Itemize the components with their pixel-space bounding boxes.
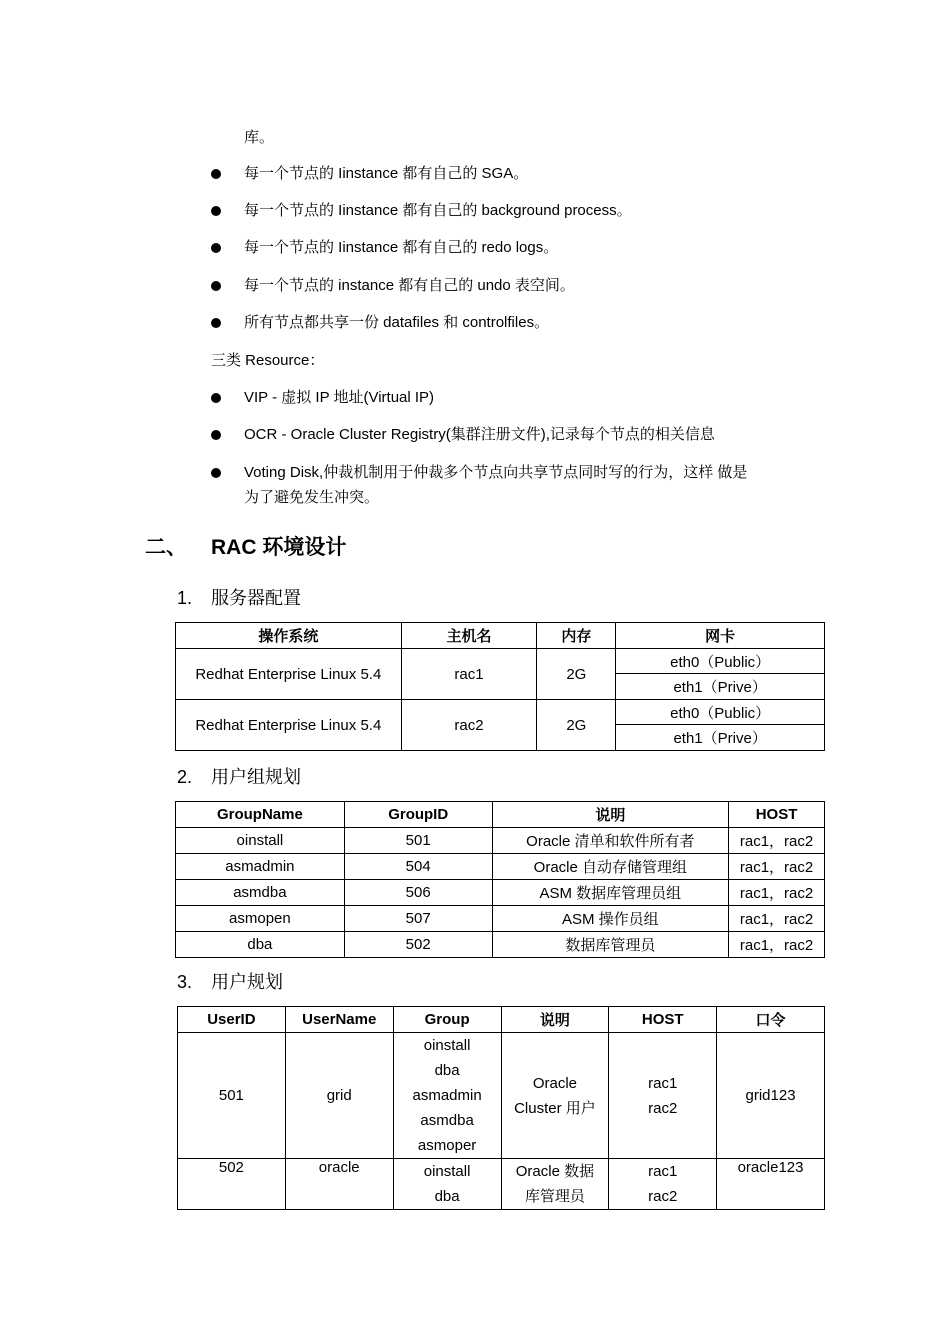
table-header-row — [176, 623, 825, 649]
os-cell: Redhat Enterprise Linux 5.4 — [176, 700, 402, 751]
description-line: 库管理员 — [524, 1188, 585, 1205]
table-row — [176, 828, 825, 854]
table-header-row — [178, 1007, 825, 1033]
table-row — [176, 932, 825, 958]
header-cell: 内存 — [537, 623, 616, 649]
table-cell: rac1，rac2 — [729, 828, 825, 854]
table-row — [176, 700, 825, 725]
bullet-text: 所有节点都共享一份 datafiles 和 controlfiles。 — [244, 314, 550, 331]
group-item: dba — [434, 1188, 460, 1205]
table-row — [178, 1033, 825, 1159]
bullet-text: 每一个节点的 Iinstance 都有自己的 SGA。 — [244, 165, 529, 182]
table-cell: oinstall — [176, 828, 345, 854]
subsection-title: 用户组规划 — [211, 767, 301, 787]
password-cell: oracle123 — [717, 1159, 825, 1210]
group-item: oinstall — [423, 1163, 471, 1180]
header-cell: GroupName — [176, 802, 345, 828]
hostname-cell: rac1 — [401, 649, 537, 700]
section-title: RAC 环境设计 — [211, 536, 347, 559]
nic-cell: eth0（Public） — [616, 700, 825, 725]
continued-text: 库。 — [244, 129, 275, 146]
description-cell — [501, 1159, 609, 1210]
header-cell: 说明 — [501, 1007, 609, 1033]
bullet-icon — [211, 393, 221, 403]
group-item: dba — [434, 1062, 460, 1079]
subsection-title: 用户规划 — [211, 972, 283, 992]
group-item: oinstall — [423, 1037, 471, 1054]
os-cell: Redhat Enterprise Linux 5.4 — [176, 649, 402, 700]
resource-heading: 三类 Resource： — [211, 352, 325, 369]
header-cell: UserName — [285, 1007, 393, 1033]
nic-cell: eth0（Public） — [616, 649, 825, 674]
bullet-icon — [211, 468, 221, 478]
section-number: 二、 — [145, 536, 187, 559]
user-table — [177, 1006, 825, 1210]
header-cell: 说明 — [492, 802, 729, 828]
table-cell: ASM 数据库管理员组 — [492, 880, 729, 906]
header-cell: HOST — [729, 802, 825, 828]
nic-cell: eth1（Prive） — [616, 674, 825, 700]
bullet-icon — [211, 169, 221, 179]
bullet-icon — [211, 430, 221, 440]
host-item: rac1 — [648, 1074, 678, 1092]
description-cell — [501, 1033, 609, 1159]
table-row — [176, 854, 825, 880]
group-item: asmoper — [417, 1137, 477, 1154]
table-cell: Oracle 自动存储管理组 — [492, 854, 729, 880]
group-table — [175, 801, 825, 958]
table-cell: 507 — [344, 906, 492, 932]
hostname-cell: rac2 — [401, 700, 537, 751]
description-line: Cluster 用户 — [514, 1099, 596, 1117]
nic-cell: eth1（Prive） — [616, 725, 825, 751]
header-cell: 口令 — [717, 1007, 825, 1033]
bullet-text: Voting Disk,仲裁机制用于仲裁多个节点向共享节点同时写的行为，这样 做是 — [244, 464, 748, 481]
table-cell: rac1，rac2 — [729, 906, 825, 932]
bullet-icon — [211, 243, 221, 253]
host-item: rac2 — [648, 1188, 678, 1205]
host-cell — [609, 1033, 717, 1159]
host-cell — [609, 1159, 717, 1210]
table-cell: 501 — [344, 828, 492, 854]
header-cell: 主机名 — [401, 623, 537, 649]
memory-cell: 2G — [537, 649, 616, 700]
bullet-text: VIP - 虚拟 IP 地址(Virtual IP) — [244, 389, 435, 406]
bullet-text: OCR - Oracle Cluster Registry(集群注册文件),记录每个节点的相关信息 — [244, 426, 715, 443]
username-cell: grid — [285, 1033, 393, 1159]
description-line: Oracle 数据 — [515, 1163, 595, 1180]
server-config-table — [175, 622, 825, 751]
subsection-number: 1. — [177, 588, 193, 608]
table-cell: asmadmin — [176, 854, 345, 880]
bullet-text: 每一个节点的 Iinstance 都有自己的 background process。 — [244, 202, 632, 219]
password-cell: grid123 — [717, 1033, 825, 1159]
table-cell: Oracle 清单和软件所有者 — [492, 828, 729, 854]
bullet-text-continued: 为了避免发生冲突。 — [244, 489, 380, 506]
user-id-cell: 502 — [178, 1159, 286, 1210]
table-cell: rac1，rac2 — [729, 932, 825, 958]
subsection-title: 服务器配置 — [211, 588, 301, 608]
header-cell: UserID — [178, 1007, 286, 1033]
header-cell: GroupID — [344, 802, 492, 828]
memory-cell: 2G — [537, 700, 616, 751]
bullet-text: 每一个节点的 Iinstance 都有自己的 redo logs。 — [244, 239, 559, 256]
table-cell: ASM 操作员组 — [492, 906, 729, 932]
header-cell: 操作系统 — [176, 623, 402, 649]
table-row — [176, 906, 825, 932]
bullet-icon — [211, 206, 221, 216]
group-list-cell — [393, 1033, 501, 1159]
subsection-number: 3. — [177, 972, 193, 992]
table-cell: asmopen — [176, 906, 345, 932]
user-id-cell: 501 — [178, 1033, 286, 1159]
header-cell: HOST — [609, 1007, 717, 1033]
host-item: rac2 — [648, 1099, 678, 1117]
header-cell: Group — [393, 1007, 501, 1033]
table-cell: rac1，rac2 — [729, 854, 825, 880]
table-cell: 504 — [344, 854, 492, 880]
table-row — [176, 649, 825, 674]
group-list-cell — [393, 1159, 501, 1210]
bullet-text: 每一个节点的 instance 都有自己的 undo 表空间。 — [244, 277, 575, 294]
subsection-number: 2. — [177, 767, 193, 787]
table-cell: asmdba — [176, 880, 345, 906]
table-cell: 数据库管理员 — [492, 932, 729, 958]
description-line: Oracle — [532, 1074, 578, 1092]
table-row — [178, 1159, 825, 1210]
table-header-row — [176, 802, 825, 828]
group-item: asmadmin — [412, 1087, 482, 1104]
host-item: rac1 — [648, 1163, 678, 1180]
table-cell: dba — [176, 932, 345, 958]
bullet-icon — [211, 318, 221, 328]
bullet-icon — [211, 281, 221, 291]
header-cell: 网卡 — [616, 623, 825, 649]
table-cell: rac1，rac2 — [729, 880, 825, 906]
table-cell: 506 — [344, 880, 492, 906]
group-item: asmdba — [420, 1112, 474, 1129]
table-row — [176, 880, 825, 906]
table-cell: 502 — [344, 932, 492, 958]
username-cell: oracle — [285, 1159, 393, 1210]
